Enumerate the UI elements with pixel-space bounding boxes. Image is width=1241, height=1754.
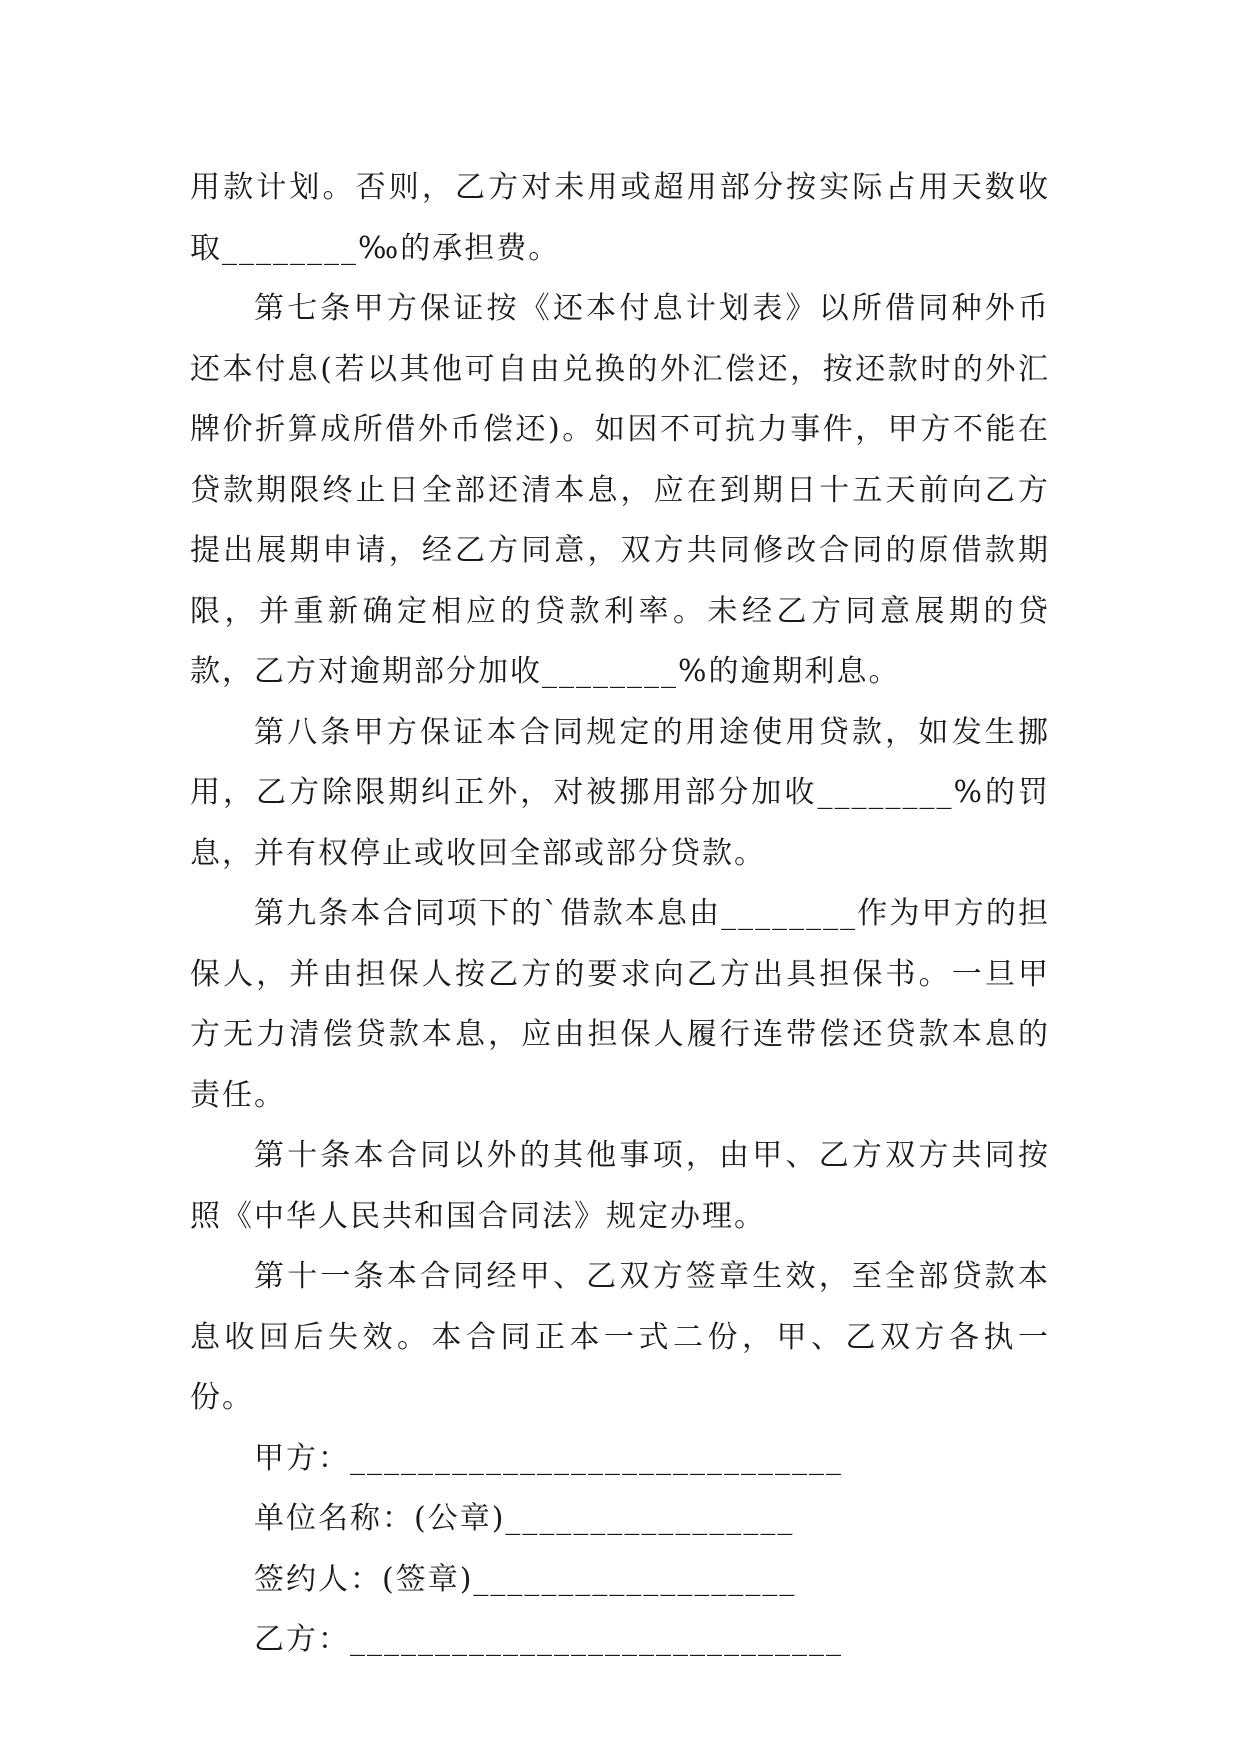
paragraph-usage-plan: 用款计划。否则，乙方对未用或超用部分按实际占用天数收取________‰的承担费。 (190, 170, 1050, 266)
paragraph-article-9: 第九条本合同项下的`借款本息由________作为甲方的担保人，并由担保人按乙方的要求向乙方出具担保书。一旦甲方无力清偿贷款本息，应由担保人履行连带偿还贷款本息的责任。 (190, 896, 1050, 1113)
signature-party-b: 乙方：_____________________________ (254, 1622, 843, 1657)
signature-party-a: 甲方：_____________________________ (254, 1440, 843, 1476)
contract-body (190, 158, 1050, 1671)
paragraph-article-11: 第十一条本合同经甲、乙双方签章生效，至全部贷款本息收回后失效。本合同正本一式二份，甲、乙双方各执一份。 (190, 1259, 1050, 1415)
paragraph-article-7: 第七条甲方保证按《还本付息计划表》以所借同种外币还本付息(若以其他可自由兑换的外汇偿还，按还款时的外汇牌价折算成所借外币偿还)。如因不可抗力事件，甲方不能在贷款期限终止日全部还清本息，应在到期日十五天前向乙方提出展期申请，经乙方同意，双方共同修改合同的原借款期限，并重新确定相应的贷款利率。未经乙方同意展期的贷款，乙方对逾期部分加收________%的逾期利息。 (190, 291, 1050, 689)
paragraph-article-8: 第八条甲方保证本合同规定的用途使用贷款，如发生挪用，乙方除限期纠正外，对被挪用部分加收________%的罚息，并有权停止或收回全部或部分贷款。 (190, 714, 1050, 871)
signature-unit-name: 单位名称：(公章)_________________ (254, 1501, 795, 1536)
signature-block (190, 1429, 1050, 1671)
signature-signatory: 签约人：(签章)___________________ (254, 1561, 797, 1597)
paragraph-article-10: 第十条本合同以外的其他事项，由甲、乙方双方共同按照《中华人民共和国合同法》规定办理。 (190, 1138, 1050, 1234)
